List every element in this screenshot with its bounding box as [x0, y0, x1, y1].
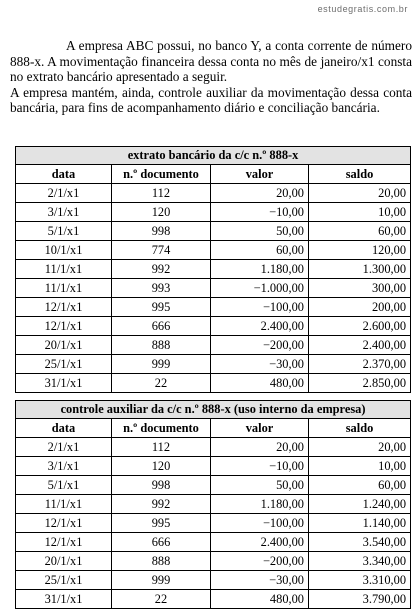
cell-saldo: 1.300,00	[309, 260, 411, 279]
cell-documento: 995	[112, 514, 211, 533]
cell-saldo: 2.370,00	[309, 355, 411, 374]
cell-saldo: 10,00	[309, 457, 411, 476]
cell-saldo: 1.240,00	[309, 495, 411, 514]
table-row	[16, 374, 411, 393]
cell-data: 20/1/x1	[16, 552, 112, 571]
cell-valor: −30,00	[211, 355, 309, 374]
cell-valor: −200,00	[211, 552, 309, 571]
cell-documento: 774	[112, 241, 211, 260]
table-row	[16, 260, 411, 279]
table-row	[16, 298, 411, 317]
cell-saldo: 3.310,00	[309, 571, 411, 590]
table-row	[16, 476, 411, 495]
cell-saldo: 60,00	[309, 476, 411, 495]
cell-documento: 22	[112, 590, 211, 609]
column-header-valor: valor	[211, 165, 309, 184]
table-row	[16, 495, 411, 514]
cell-documento: 666	[112, 317, 211, 336]
cell-documento: 999	[112, 355, 211, 374]
cell-valor: 20,00	[211, 438, 309, 457]
cell-valor: 1.180,00	[211, 495, 309, 514]
cell-data: 5/1/x1	[16, 476, 112, 495]
column-header-saldo: saldo	[309, 165, 411, 184]
internal-control-table	[15, 400, 411, 609]
internal-control-title: controle auxiliar da c/c n.º 888-x (uso interno da empresa)	[16, 401, 411, 419]
table-row	[16, 279, 411, 298]
table-row	[16, 241, 411, 260]
table-row	[16, 438, 411, 457]
cell-valor: −100,00	[211, 514, 309, 533]
cell-documento: 992	[112, 495, 211, 514]
table-row	[16, 571, 411, 590]
cell-data: 12/1/x1	[16, 514, 112, 533]
cell-saldo: 300,00	[309, 279, 411, 298]
cell-data: 2/1/x1	[16, 184, 112, 203]
table-row	[16, 336, 411, 355]
cell-saldo: 3.540,00	[309, 533, 411, 552]
cell-documento: 888	[112, 336, 211, 355]
column-header-data: data	[16, 165, 112, 184]
cell-data: 5/1/x1	[16, 222, 112, 241]
cell-valor: 480,00	[211, 590, 309, 609]
cell-saldo: 200,00	[309, 298, 411, 317]
table-row	[16, 203, 411, 222]
cell-documento: 998	[112, 222, 211, 241]
bank-statement-title: extrato bancário da c/c n.º 888-x	[16, 147, 411, 165]
bank-statement-table	[15, 146, 411, 393]
intro-paragraph-1: A empresa ABC possui, no banco Y, a conta corrente de número 888-x. A movimentação financeira dessa conta no mês de janeiro/x1 consta no extrato bancário apresentado a seguir.	[10, 38, 412, 85]
cell-saldo: 20,00	[309, 184, 411, 203]
table-row	[16, 355, 411, 374]
cell-saldo: 3.790,00	[309, 590, 411, 609]
cell-saldo: 60,00	[309, 222, 411, 241]
cell-valor: −100,00	[211, 298, 309, 317]
cell-valor: −30,00	[211, 571, 309, 590]
cell-data: 3/1/x1	[16, 457, 112, 476]
cell-data: 31/1/x1	[16, 590, 112, 609]
cell-documento: 995	[112, 298, 211, 317]
cell-valor: 60,00	[211, 241, 309, 260]
table-row	[16, 514, 411, 533]
cell-data: 20/1/x1	[16, 336, 112, 355]
table-row	[16, 222, 411, 241]
cell-data: 31/1/x1	[16, 374, 112, 393]
column-header-documento: n.º documento	[112, 419, 211, 438]
cell-saldo: 1.140,00	[309, 514, 411, 533]
cell-data: 25/1/x1	[16, 571, 112, 590]
cell-data: 25/1/x1	[16, 355, 112, 374]
cell-saldo: 2.400,00	[309, 336, 411, 355]
cell-documento: 998	[112, 476, 211, 495]
cell-valor: −200,00	[211, 336, 309, 355]
cell-valor: −10,00	[211, 203, 309, 222]
cell-saldo: 3.340,00	[309, 552, 411, 571]
table-row	[16, 184, 411, 203]
site-watermark: estudegratis.com.br	[317, 4, 408, 14]
column-header-data: data	[16, 419, 112, 438]
table-row	[16, 590, 411, 609]
cell-documento: 112	[112, 184, 211, 203]
cell-documento: 112	[112, 438, 211, 457]
cell-valor: 50,00	[211, 476, 309, 495]
cell-documento: 992	[112, 260, 211, 279]
cell-data: 11/1/x1	[16, 279, 112, 298]
cell-data: 11/1/x1	[16, 495, 112, 514]
cell-documento: 666	[112, 533, 211, 552]
cell-data: 10/1/x1	[16, 241, 112, 260]
cell-saldo: 10,00	[309, 203, 411, 222]
cell-saldo: 20,00	[309, 438, 411, 457]
cell-documento: 888	[112, 552, 211, 571]
cell-valor: −10,00	[211, 457, 309, 476]
cell-valor: 2.400,00	[211, 317, 309, 336]
cell-valor: 2.400,00	[211, 533, 309, 552]
table-row	[16, 552, 411, 571]
column-header-valor: valor	[211, 419, 309, 438]
cell-data: 2/1/x1	[16, 438, 112, 457]
column-header-saldo: saldo	[309, 419, 411, 438]
cell-valor: 1.180,00	[211, 260, 309, 279]
cell-data: 12/1/x1	[16, 298, 112, 317]
table-row	[16, 317, 411, 336]
cell-documento: 120	[112, 203, 211, 222]
cell-documento: 120	[112, 457, 211, 476]
cell-data: 3/1/x1	[16, 203, 112, 222]
cell-saldo: 2.850,00	[309, 374, 411, 393]
cell-valor: 20,00	[211, 184, 309, 203]
cell-valor: 50,00	[211, 222, 309, 241]
intro-paragraph-2: A empresa mantém, ainda, controle auxiliar da movimentação dessa conta bancária, para fins de acompanhamento diário e conciliação bancária.	[10, 84, 412, 116]
cell-data: 11/1/x1	[16, 260, 112, 279]
cell-valor: 480,00	[211, 374, 309, 393]
cell-saldo: 2.600,00	[309, 317, 411, 336]
cell-saldo: 120,00	[309, 241, 411, 260]
cell-documento: 993	[112, 279, 211, 298]
cell-valor: −1.000,00	[211, 279, 309, 298]
cell-documento: 999	[112, 571, 211, 590]
column-header-documento: n.º documento	[112, 165, 211, 184]
table-row	[16, 457, 411, 476]
table-row	[16, 533, 411, 552]
cell-data: 12/1/x1	[16, 533, 112, 552]
intro-text	[10, 38, 412, 116]
cell-documento: 22	[112, 374, 211, 393]
cell-data: 12/1/x1	[16, 317, 112, 336]
